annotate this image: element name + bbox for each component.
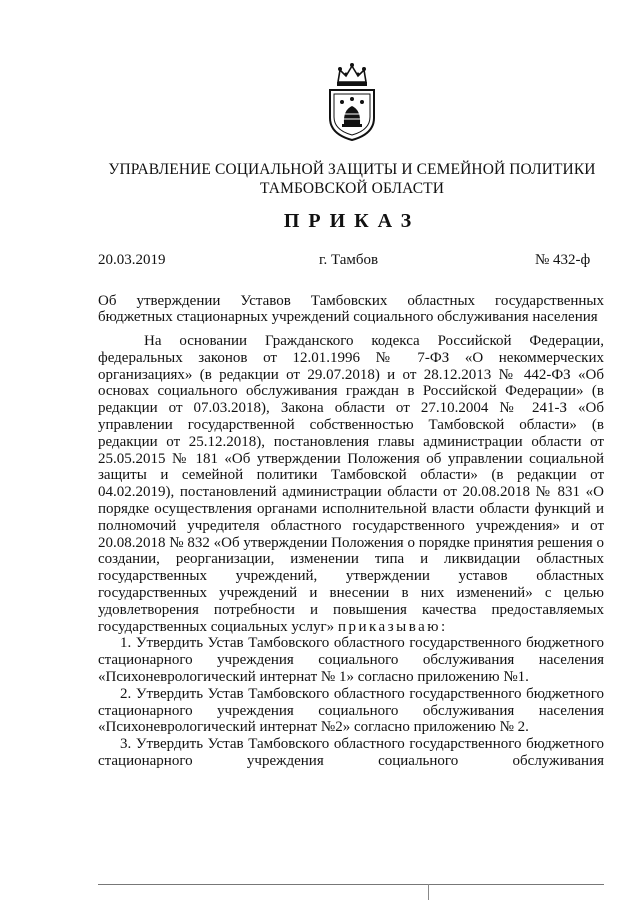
document-title: ПРИКАЗ: [283, 210, 421, 232]
order-item-2: 2. Утвердить Устав Тамбовского областного государственного бюджетного стационарного учреждения социального обслуживания населения «Психоневрологический интернат №2» согласно приложению № 2.: [98, 685, 604, 736]
preamble-text: На основании Гражданского кодекса Российской Федерации, федеральных законов от 12.01.1996 № 7-ФЗ «О некоммерческих организациях» (в редакции от 29.07.2018) и от 28.12.2013 № 442-ФЗ «Об основах социального обслуживания граждан в Российской Федерации» (в редакции от 07.03.2018), Закона области от 27.10.2004 № 241-З «Об управлении государственной собственностью Тамбовской области» (в редакции от 25.12.2018), постановления главы администрации области от 25.05.2015 № 181 «Об утверждении Положения об управлении социальной защиты и семейной политики Тамбовской области» (в редакции от 04.02.2019), постановлений администрации области от 20.08.2018 № 831 «О порядке осуществления органами исполнительной власти области функций и полномочий учредителя областного государственного учреждения» и от 20.08.2018 № 832 «Об утверждении Положения о порядке принятия решения о создании, реорганизации, изменении типа и ликвидации областных государственных учреждений, утверждении уставов областных государственных учреждений и внесении в них изменений» с целью удовлетворения потребности и повышения качества предоставляемых государственных социальных услуг»: [98, 333, 604, 635]
document-number: № 432-ф: [535, 252, 591, 268]
document-city: г. Тамбов: [319, 252, 379, 268]
order-body: [98, 333, 604, 770]
order-item-1: 1. Утвердить Устав Тамбовского областного государственного бюджетного стационарного учреждения социального обслуживания населения «Психоневрологический интернат № 1» согласно приложению №1.: [98, 635, 604, 685]
preamble-paragraph: [98, 333, 604, 635]
order-item-3: 3. Утвердить Устав Тамбовского областного государственного бюджетного стационарного учреждения социального обслуживания: [98, 736, 604, 769]
organization-name-line1: УПРАВЛЕНИЕ СОЦИАЛЬНОЙ ЗАЩИТЫ И СЕМЕЙНОЙ ПОЛИТИКИ: [108, 161, 596, 178]
document-date: 20.03.2019: [98, 252, 166, 268]
subject-line2: бюджетных стационарных учреждений социального обслуживания населения: [98, 309, 598, 325]
page-bottom-rule: [98, 884, 604, 885]
subject-line1: Об утверждении Уставов Тамбовских областных государственных: [98, 293, 604, 309]
coat-of-arms-icon: [322, 62, 382, 142]
organization-name-line2: ТАМБОВСКОЙ ОБЛАСТИ: [260, 180, 444, 197]
page-bottom-mark: [428, 884, 429, 900]
preamble-order-verb: приказываю:: [337, 618, 448, 635]
